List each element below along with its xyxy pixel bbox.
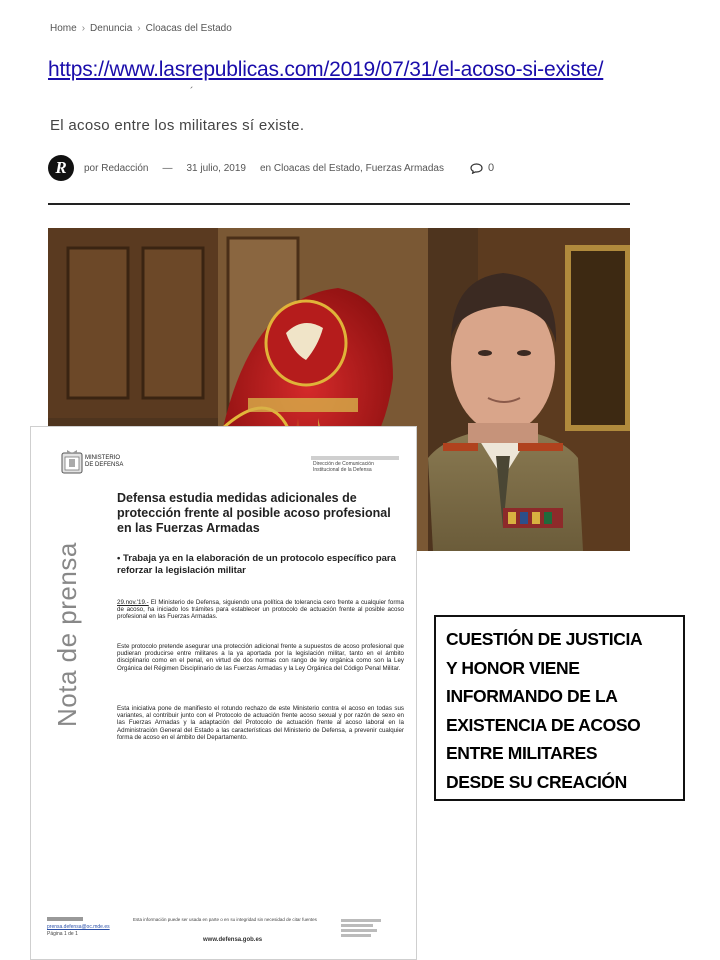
site-logo-icon[interactable]: R [48,155,74,181]
breadcrumb-section-link[interactable]: Denuncia [90,23,133,34]
press-footer-notice: Esta información puede ser usada en parte o en su integridad sin necesidad de citar fuentes [133,917,317,922]
press-release-document [30,426,417,960]
press-page-number: Página 1 de 1 [47,931,78,937]
department-label [313,461,374,473]
callout-box [434,615,685,801]
department-bar [311,456,399,460]
press-paragraph-text: El Ministerio de Defensa, siguiendo una política de tolerancia cero frente a cualquier forma de acoso, ha iniciado los trámites para establecer un protocolo de actuación frente al posible acoso profesional en las Fuerzas Armadas. [117,599,404,621]
press-footer-site-link[interactable]: www.defensa.gob.es [203,937,263,943]
press-date: 29.nov.'19.- [117,599,149,606]
callout-line: ENTRE MILITARES [446,743,598,763]
callout-line: Y HONOR VIENE [446,657,580,678]
comment-bubble-icon [470,163,483,174]
meta-separator: — [162,162,173,174]
ministry-label [85,455,123,469]
press-paragraph [117,599,404,621]
comment-count: 0 [487,162,495,174]
press-headline: Defensa estudia medidas adicionales de protección frente al posible acoso profesional en las Fuerzas Armadas [117,491,391,535]
department-line-1: Dirección de Comunicación [313,461,374,467]
press-email-link[interactable]: prensa.defensa@oc.mde.es [47,924,110,930]
address-line [341,929,377,932]
press-paragraph: Este protocolo pretende asegurar una protección adicional frente a supuestos de acoso profesional que pudieran producirse entre militares a la ya aportada por la legislación militar, tanto en el ámbito disciplinario como en el penal, en virtud de dos normas con rango de ley orgánica como son la Ley Orgánica del Régimen Disciplinario de las Fuerzas Armadas y la Ley Orgánica del Código Penal Militar. [117,643,404,672]
breadcrumb-current-link[interactable]: Cloacas del Estado [145,23,232,34]
author-link[interactable]: por Redacción [84,162,149,174]
address-line [341,919,381,922]
press-paragraph: Esta iniciativa pone de manifiesto el rotundo rechazo de este Ministerio contra el acoso en todas sus variantes, al contribuir junto con el Protocolo de actuación frente acoso sexual y por razón de sexo en las Fuerzas Armadas y la adaptación del Protocolo de actuación frente al acoso laboral en la Administración General del Estado a las características del Ministerio de Defensa, a prevenir cualquier forma de acoso en el ámbito del Departamento. [117,705,404,741]
callout-line: CUESTIÓN DE JUSTICIA [446,629,643,649]
article-url-link[interactable]: https://www.lasrepublicas.com/2019/07/31/el-acoso-si-existe/ [48,58,604,81]
callout-line: INFORMANDO DE LA [446,686,618,706]
comments-link[interactable] [470,162,494,174]
header-divider [48,203,630,205]
ministry-line-2: DE DEFENSA [85,462,124,468]
chevron-right-icon: › [81,23,86,34]
press-bullet-text: Trabaja ya en la elaboración de un protocolo específico para reforzar la legislación militar [117,553,396,576]
category-links[interactable]: en Cloacas del Estado, Fuerzas Armadas [259,162,444,174]
breadcrumb [50,23,232,34]
accent-mark: ´ [190,86,194,98]
breadcrumb-home-link[interactable]: Home [50,23,77,34]
press-note-vertical-title: Nota de prensa [52,542,82,727]
callout-line: DESDE SU CREACIÓN [446,771,627,792]
address-line [341,924,373,927]
callout-line: EXISTENCIA DE ACOSO [446,714,641,735]
address-line [341,934,371,937]
press-footer-address [341,919,381,937]
article-meta [48,155,494,181]
footer-bar [47,917,83,921]
press-bullet: • Trabaja ya en la elaboración de un protocolo específico para reforzar la legislación militar [117,553,396,576]
department-line-2: Institucional de la Defensa [313,467,372,473]
ministry-line-1: MINISTERIO [85,455,121,461]
article-subtitle: El acoso entre los militares sí existe. [50,117,305,134]
post-date: 31 julio, 2019 [186,162,246,174]
press-footer-contact [47,917,110,938]
chevron-right-icon: › [137,23,141,34]
spain-crest-icon [61,449,83,475]
